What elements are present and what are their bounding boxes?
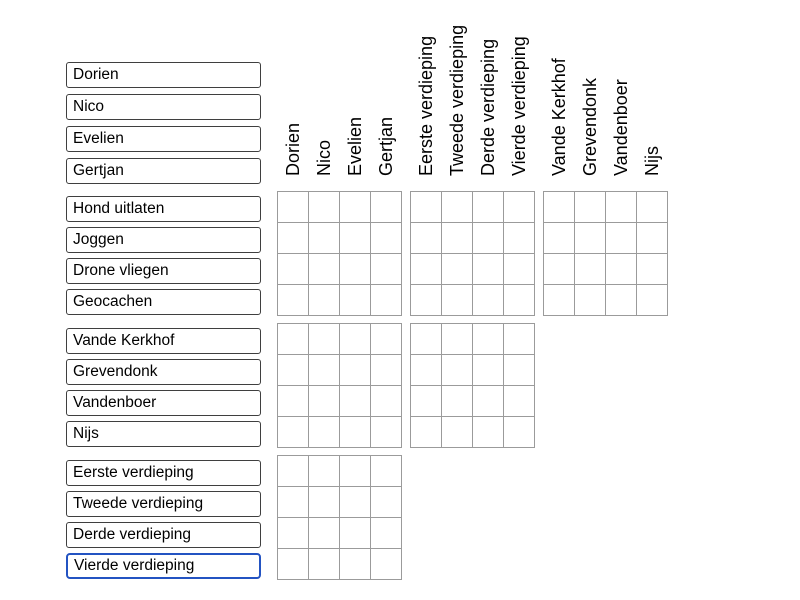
grid-cell[interactable] xyxy=(340,386,370,416)
grid-cell[interactable] xyxy=(606,285,636,315)
label-box-evelien[interactable] xyxy=(66,126,261,152)
grid-cell[interactable] xyxy=(371,254,401,284)
label-box-nijs[interactable] xyxy=(66,421,261,447)
grid-cell[interactable] xyxy=(371,223,401,253)
grid-cell[interactable] xyxy=(442,355,472,385)
grid-cell[interactable] xyxy=(371,192,401,222)
grid-cell[interactable] xyxy=(575,192,605,222)
grid-cell[interactable] xyxy=(442,417,472,447)
grid-cell[interactable] xyxy=(340,192,370,222)
grid-cell[interactable] xyxy=(309,192,339,222)
label-text: Hond uitlaten xyxy=(73,200,165,217)
label-text: Evelien xyxy=(73,130,124,147)
grid-cell[interactable] xyxy=(340,355,370,385)
grid-cell[interactable] xyxy=(473,223,503,253)
grid-cell[interactable] xyxy=(278,549,308,579)
grid-cell[interactable] xyxy=(411,324,441,354)
grid-cell[interactable] xyxy=(504,386,534,416)
grid-cell[interactable] xyxy=(411,355,441,385)
column-header-vande-kerkhof: Vande Kerkhof xyxy=(549,58,569,176)
grid-cell[interactable] xyxy=(504,223,534,253)
column-header-nico: Nico xyxy=(314,139,334,176)
grid-cell[interactable] xyxy=(504,192,534,222)
grid-cell[interactable] xyxy=(411,285,441,315)
label-box-drone-vliegen[interactable] xyxy=(66,258,261,284)
label-text: Derde verdieping xyxy=(73,526,192,543)
grid-block-activities-x-surnames xyxy=(543,191,668,316)
grid-cell[interactable] xyxy=(606,192,636,222)
label-text: Grevendonk xyxy=(73,363,158,380)
label-box-eerste-verdieping[interactable] xyxy=(66,460,261,486)
label-box-vandenboer[interactable] xyxy=(66,390,261,416)
grid-cell[interactable] xyxy=(309,223,339,253)
grid-cell[interactable] xyxy=(606,254,636,284)
label-text: Geocachen xyxy=(73,293,153,310)
grid-cell[interactable] xyxy=(442,386,472,416)
grid-cell[interactable] xyxy=(371,518,401,548)
grid-cell[interactable] xyxy=(575,254,605,284)
grid-cell[interactable] xyxy=(340,417,370,447)
grid-cell[interactable] xyxy=(371,487,401,517)
label-box-vierde-verdieping[interactable] xyxy=(66,553,261,579)
grid-block-activities-x-names xyxy=(277,191,402,316)
label-box-tweede-verdieping[interactable] xyxy=(66,491,261,517)
grid-cell[interactable] xyxy=(637,285,667,315)
grid-cell[interactable] xyxy=(442,285,472,315)
label-text: Vandenboer xyxy=(73,394,157,411)
grid-cell[interactable] xyxy=(340,487,370,517)
column-header-eerste-verdieping: Eerste verdieping xyxy=(416,35,436,176)
grid-cell[interactable] xyxy=(575,285,605,315)
grid-cell[interactable] xyxy=(278,324,308,354)
label-text: Joggen xyxy=(73,231,124,248)
grid-cell[interactable] xyxy=(411,386,441,416)
grid-cell[interactable] xyxy=(278,254,308,284)
grid-block-floors-x-names xyxy=(277,455,402,580)
grid-cell[interactable] xyxy=(371,355,401,385)
grid-cell[interactable] xyxy=(309,355,339,385)
column-header-derde-verdieping: Derde verdieping xyxy=(478,38,498,176)
column-header-dorien: Dorien xyxy=(283,122,303,176)
label-box-dorien[interactable] xyxy=(66,62,261,88)
grid-cell[interactable] xyxy=(278,192,308,222)
grid-cell[interactable] xyxy=(411,417,441,447)
grid-cell[interactable] xyxy=(544,192,574,222)
grid-cell[interactable] xyxy=(340,456,370,486)
grid-cell[interactable] xyxy=(606,223,636,253)
label-text: Eerste verdieping xyxy=(73,464,194,481)
label-text: Dorien xyxy=(73,66,119,83)
grid-cell[interactable] xyxy=(473,386,503,416)
grid-cell[interactable] xyxy=(473,417,503,447)
label-box-vande-kerkhof[interactable] xyxy=(66,328,261,354)
grid-cell[interactable] xyxy=(575,223,605,253)
label-box-nico[interactable] xyxy=(66,94,261,120)
grid-cell[interactable] xyxy=(340,549,370,579)
column-header-grevendonk: Grevendonk xyxy=(580,77,600,176)
grid-cell[interactable] xyxy=(278,456,308,486)
label-box-gertjan[interactable] xyxy=(66,158,261,184)
grid-cell[interactable] xyxy=(278,355,308,385)
label-box-joggen[interactable] xyxy=(66,227,261,253)
grid-cell[interactable] xyxy=(340,285,370,315)
label-text: Vierde verdieping xyxy=(74,557,195,574)
grid-cell[interactable] xyxy=(473,285,503,315)
grid-cell[interactable] xyxy=(340,324,370,354)
grid-cell[interactable] xyxy=(340,223,370,253)
grid-cell[interactable] xyxy=(309,456,339,486)
grid-block-surnames-x-floors xyxy=(410,323,535,448)
grid-cell[interactable] xyxy=(411,223,441,253)
grid-cell[interactable] xyxy=(504,285,534,315)
grid-cell[interactable] xyxy=(371,456,401,486)
grid-cell[interactable] xyxy=(544,285,574,315)
grid-cell[interactable] xyxy=(278,487,308,517)
label-text: Nico xyxy=(73,98,105,115)
grid-cell[interactable] xyxy=(309,487,339,517)
column-header-nijs: Nijs xyxy=(642,146,662,176)
label-text: Drone vliegen xyxy=(73,262,169,279)
grid-cell[interactable] xyxy=(442,324,472,354)
grid-cell[interactable] xyxy=(637,223,667,253)
grid-cell[interactable] xyxy=(278,518,308,548)
grid-cell[interactable] xyxy=(309,285,339,315)
grid-cell[interactable] xyxy=(340,518,370,548)
grid-cell[interactable] xyxy=(504,355,534,385)
grid-cell[interactable] xyxy=(544,254,574,284)
column-header-gertjan: Gertjan xyxy=(376,116,396,176)
grid-cell[interactable] xyxy=(504,324,534,354)
grid-cell[interactable] xyxy=(442,223,472,253)
grid-cell[interactable] xyxy=(504,254,534,284)
grid-cell[interactable] xyxy=(473,254,503,284)
grid-block-surnames-x-names xyxy=(277,323,402,448)
label-box-hond-uitlaten[interactable] xyxy=(66,196,261,222)
grid-cell[interactable] xyxy=(442,192,472,222)
grid-cell[interactable] xyxy=(637,192,667,222)
grid-cell[interactable] xyxy=(309,254,339,284)
grid-cell[interactable] xyxy=(309,386,339,416)
label-box-geocachen[interactable] xyxy=(66,289,261,315)
column-header-tweede-verdieping: Tweede verdieping xyxy=(447,24,467,176)
grid-cell[interactable] xyxy=(371,417,401,447)
label-text: Tweede verdieping xyxy=(73,495,204,512)
grid-cell[interactable] xyxy=(371,549,401,579)
grid-cell[interactable] xyxy=(278,417,308,447)
grid-cell[interactable] xyxy=(371,324,401,354)
grid-cell[interactable] xyxy=(278,285,308,315)
column-header-vierde-verdieping: Vierde verdieping xyxy=(509,36,529,176)
grid-cell[interactable] xyxy=(473,355,503,385)
grid-cell[interactable] xyxy=(411,192,441,222)
grid-cell[interactable] xyxy=(504,417,534,447)
column-header-vandenboer: Vandenboer xyxy=(611,79,631,176)
grid-cell[interactable] xyxy=(473,192,503,222)
label-box-derde-verdieping[interactable] xyxy=(66,522,261,548)
grid-cell[interactable] xyxy=(411,254,441,284)
grid-cell[interactable] xyxy=(309,518,339,548)
grid-cell[interactable] xyxy=(544,223,574,253)
grid-cell[interactable] xyxy=(309,417,339,447)
grid-cell[interactable] xyxy=(637,254,667,284)
grid-cell[interactable] xyxy=(371,285,401,315)
label-text: Gertjan xyxy=(73,162,124,179)
grid-cell[interactable] xyxy=(473,324,503,354)
label-box-grevendonk[interactable] xyxy=(66,359,261,385)
column-header-evelien: Evelien xyxy=(345,116,365,176)
grid-cell[interactable] xyxy=(340,254,370,284)
grid-cell[interactable] xyxy=(309,324,339,354)
grid-cell[interactable] xyxy=(371,386,401,416)
label-text: Vande Kerkhof xyxy=(73,332,175,349)
grid-cell[interactable] xyxy=(278,386,308,416)
label-text: Nijs xyxy=(73,425,99,442)
grid-cell[interactable] xyxy=(309,549,339,579)
grid-cell[interactable] xyxy=(278,223,308,253)
grid-block-activities-x-floors xyxy=(410,191,535,316)
grid-cell[interactable] xyxy=(442,254,472,284)
